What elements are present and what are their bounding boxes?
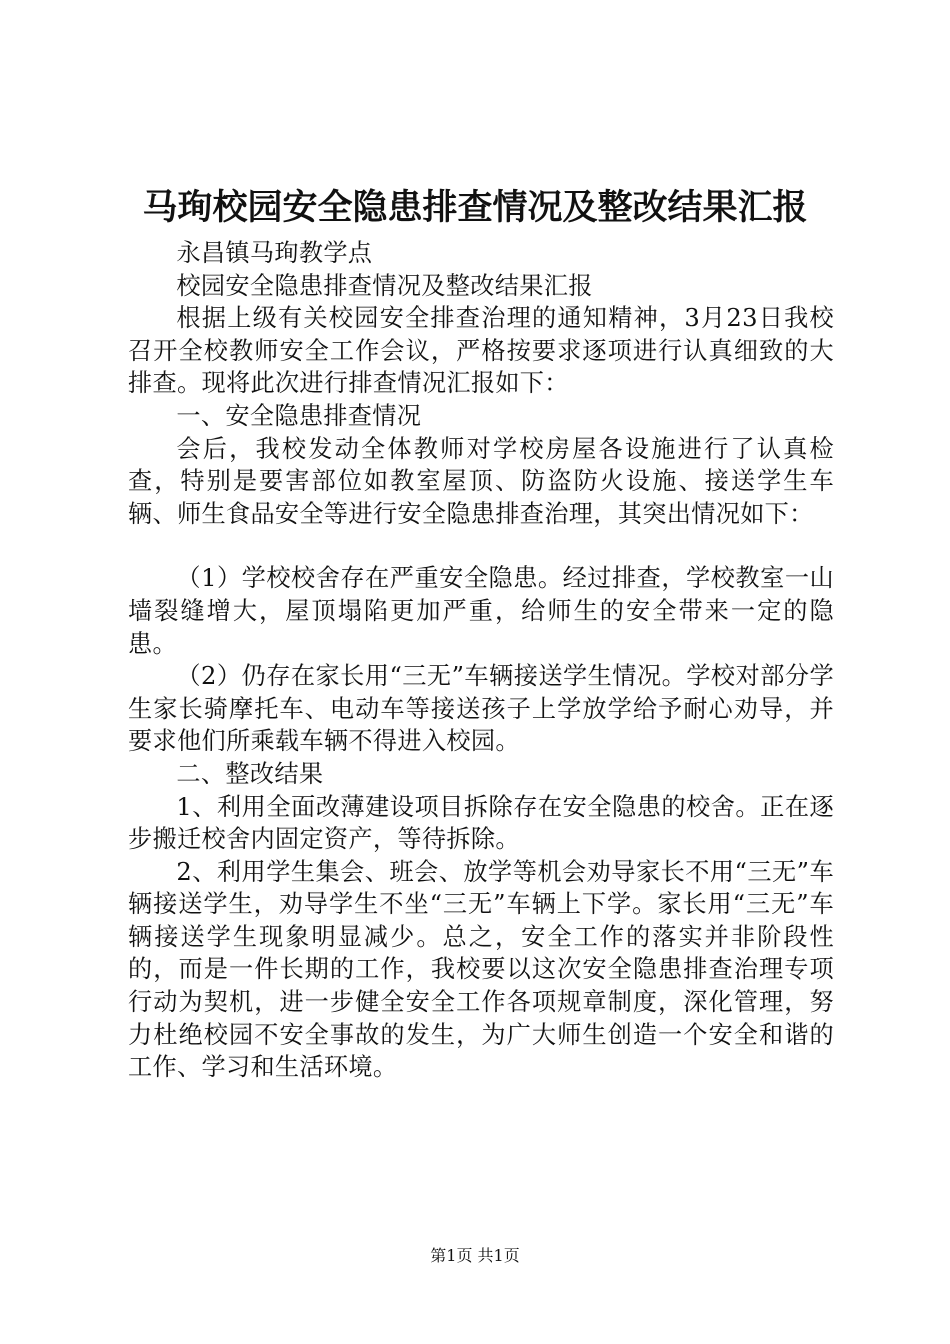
section-heading-inspection: 一、安全隐患排查情况: [176, 401, 422, 430]
finding-1-paragraph: （1）学校校舍存在严重安全隐患。经过排查，学校教室一山墙裂缝增大，屋顶塌陷更加严重，给师生的安全带来一定的隐患。: [128, 564, 834, 658]
rectification-2-paragraph: 2、利用学生集会、班会、放学等机会劝导家长不用“三无”车辆接送学生，劝导学生不坐“三无”车辆上下学。家长用“三无”车辆接送学生现象明显减少。总之，安全工作的落实并非阶段性的，而是一件长期的工作，我校要以这次安全隐患排查治理专项行动为契机，进一步健全安全工作各项规章制度，深化管理，努力杜绝校园不安全事故的发生，为广大师生创造一个安全和谐的工作、学习和生活环境。: [128, 857, 834, 1082]
document-title: 马珣校园安全隐患排查情况及整改结果汇报: [142, 187, 808, 228]
rectification-1-paragraph: 1、利用全面改薄建设项目拆除存在安全隐患的校舍。正在逐步搬迁校舍内固定资产，等待拆除。: [128, 792, 834, 854]
intro-paragraph: 根据上级有关校园安全排查治理的通知精神，3月23日我校召开全校教师安全工作会议，严格按要求逐项进行认真细致的大排查。现将此次进行排查情况汇报如下：: [128, 304, 834, 398]
school-name: 永昌镇马珣教学点: [176, 239, 373, 267]
inspection-paragraph: 会后，我校发动全体教师对学校房屋各设施进行了认真检查，特别是要害部位如教室屋顶、防盗防火设施、接送学生车辆、师生食品安全等进行安全隐患排查治理，其突出情况如下：: [128, 434, 834, 528]
finding-2-paragraph: （2）仍存在家长用“三无”车辆接送学生情况。学校对部分学生家长骑摩托车、电动车等接送孩子上学放学给予耐心劝导，并要求他们所乘载车辆不得进入校园。: [128, 662, 834, 756]
report-subtitle: 校园安全隐患排查情况及整改结果汇报: [176, 271, 593, 300]
page-number-footer: 第1页 共1页: [430, 1246, 520, 1265]
document-body: [128, 237, 834, 1084]
section-heading-rectification: 二、整改结果: [176, 759, 324, 788]
